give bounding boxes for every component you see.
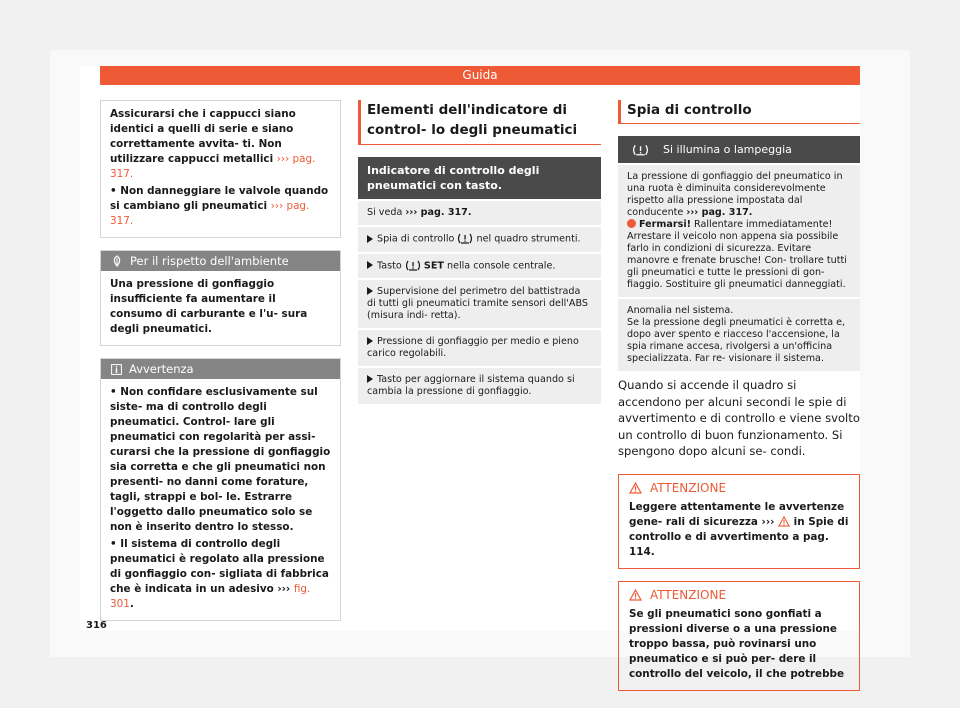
page-link[interactable]: ››› pag. 317.: [686, 207, 753, 218]
environment-text: Una pressione di gonfiaggio insufficiente fa aumentare il consumo di carburante e l'u- sura degli pneumatici.: [110, 278, 308, 335]
table-row: La pressione di gonfiaggio del pneumatico in una ruota è diminuita considerevolmente rispetto alla pressione impostata dal conducente ››› pag. 317. Fermarsi! Rallentare immediatamente! Arrestare il veicolo non appena sia possibile farlo in condizioni di sicurezza. Evitare manovre e frenate brusche! Con- trollare tutti gli pneumatici e tutte le pressioni di gon- fiaggio. Sostituire gli pneumatici danneggiati.: [618, 165, 860, 297]
intro-bullet: • Non danneggiare le valvole quando si cambiano gli pneumatici ››› pag. 317.: [110, 185, 329, 227]
page-link[interactable]: ››› pag. 317.: [110, 153, 316, 180]
environment-box: [100, 250, 341, 346]
arrow-icon: [367, 337, 373, 345]
table-row: Pressione di gonfiaggio per medio e pieno carico regolabili.: [358, 330, 601, 366]
page-link[interactable]: ››› pag. 317.: [110, 200, 310, 227]
warning-triangle-icon: [778, 516, 790, 527]
warning-light-table-header: Si illumina o lampeggia: [618, 136, 860, 163]
note-bullet-2: • Il sistema di controllo degli pneumatici è regolato alla pressione di gonfiaggio con- sigliata di fabbrica che è indicata in un adesivo ››› fig. 301.: [110, 538, 329, 610]
table-row: Anomalia nel sistema. Se la pressione degli pneumatici è corretta e, dopo aver spento e riacceso l'accensione, la spia rimane accesa, rivolgersi a un'officina specializzata. Far re- visionare il sistema.: [618, 299, 860, 371]
warning-text-2: Se gli pneumatici sono gonfiati a pressioni diverse o a una pressione troppo bassa, può rovinarsi uno pneumatico e si può per- dere il controllo del veicolo, il che potrebbe: [629, 607, 845, 680]
body-paragraph: Quando si accende il quadro si accendono per alcuni secondi le spie di avvertimento e di controllo e viene svolto un controllo di buon funzionamento. Si spengono dopo alcuni se- condi.: [618, 378, 860, 458]
set-label: SET: [423, 260, 444, 271]
warning-box-2: [618, 581, 860, 691]
intro-text: Assicurarsi che i cappucci siano identici a quelli di serie e siano correttamente avvita- ti. Non utilizzare cappucci metallici ››› pag. 317.: [110, 108, 316, 180]
table-row: Spia di controllo nel quadro strumenti.: [358, 227, 601, 252]
arrow-icon: [367, 235, 373, 243]
tire-pressure-icon: [457, 233, 473, 244]
warning-header: ATTENZIONE: [619, 475, 859, 497]
environment-header: Per il rispetto dell'ambiente: [101, 251, 340, 271]
tire-pressure-icon: [405, 260, 421, 271]
warning-triangle-icon: [629, 589, 642, 601]
intro-box: [100, 100, 341, 238]
note-bullet-1: • Non confidare esclusivamente sul siste- ma di controllo degli pneumatici. Control- lare gli pneumatici con regolarità per assi- curarsi che la pressione di gonfiaggio sia corretta e che gli pneumatici non presenti- no danni come forature, tagli, strappi e bol- le. Estrarre l'oggetto dallo pneumatico solo se non è inserito dentro lo stesso.: [110, 386, 331, 533]
note-box: [100, 358, 341, 621]
figure-link[interactable]: fig. 301: [110, 583, 311, 610]
column-left: [100, 100, 341, 633]
stop-dot-icon: [627, 219, 636, 228]
info-icon: [111, 364, 122, 375]
section-title-warning-light: Spia di controllo: [618, 100, 860, 124]
column-middle: [358, 100, 601, 406]
tire-pressure-icon: [632, 144, 649, 156]
section-title-elements: Elementi dell'indicatore di control- lo degli pneumatici: [358, 100, 601, 145]
note-header: Avvertenza: [101, 359, 340, 379]
table-row: Tasto per aggiornare il sistema quando si cambia la pressione di gonfiaggio.: [358, 368, 601, 404]
warning-header: ATTENZIONE: [619, 582, 859, 604]
table-row: Tasto SET nella console centrale.: [358, 254, 601, 279]
page-number: 316: [86, 620, 107, 631]
table-row: Supervisione del perimetro del battistrada di tutti gli pneumatici tramite sensori dell'ABS (misura indi- retta).: [358, 280, 601, 328]
warning-text-1: Leggere attentamente le avvertenze gene- rali di sicurezza ››› in Spie di controllo e di avvertimento a pag. 114.: [629, 500, 849, 558]
warning-box-1: [618, 474, 860, 569]
elements-table-header: Indicatore di controllo degli pneumatici con tasto.: [358, 157, 601, 199]
arrow-icon: [367, 287, 373, 295]
arrow-icon: [367, 375, 373, 383]
table-row: Si veda ››› pag. 317.: [358, 201, 601, 225]
column-right: [618, 100, 860, 703]
arrow-icon: [367, 261, 373, 269]
leaf-icon: [111, 255, 123, 267]
page-link[interactable]: ››› pag. 317.: [405, 207, 472, 218]
chapter-header: Guida: [100, 66, 860, 85]
warning-triangle-icon: [629, 482, 642, 494]
